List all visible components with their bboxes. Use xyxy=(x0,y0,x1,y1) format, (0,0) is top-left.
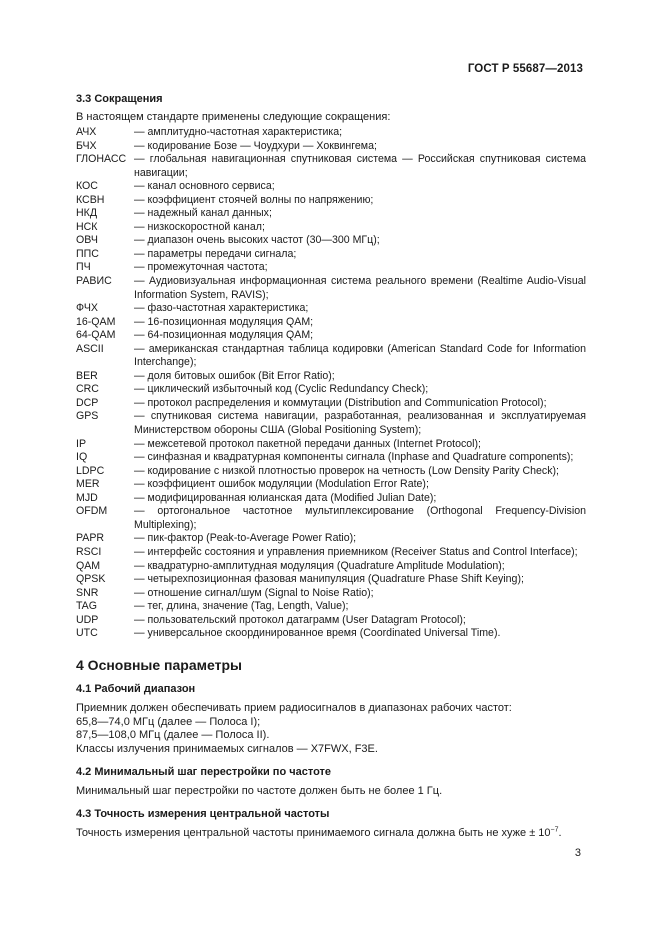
section-3-3-intro: В настоящем стандарте применены следующие сокращения: xyxy=(76,111,391,123)
abbreviation-definition: — спутниковая система навигации, разработанная, реализованная и эксплуатируемая Министерством обороны США (Global Positioning System); xyxy=(134,410,586,437)
abbreviation-row xyxy=(76,248,586,262)
abbreviation-row xyxy=(76,397,586,411)
abbreviation-definition: — модифицированная юлианская дата (Modified Julian Date); xyxy=(134,491,437,504)
abbreviation-row xyxy=(76,438,586,452)
abbreviation-row xyxy=(76,302,586,316)
abbreviation-term: QAM xyxy=(76,559,101,572)
abbreviation-term: КОС xyxy=(76,180,98,193)
abbreviation-term: CRC xyxy=(76,383,99,396)
abbreviation-row xyxy=(76,410,586,437)
abbreviation-row xyxy=(76,465,586,479)
abbreviation-definition: — тег, длина, значение (Tag, Length, Value); xyxy=(134,600,349,613)
section-4-3-exponent: −7 xyxy=(550,826,559,834)
abbreviation-row xyxy=(76,207,586,221)
abbreviation-row xyxy=(76,627,586,641)
abbreviation-row xyxy=(76,370,586,384)
abbreviation-term: АЧХ xyxy=(76,126,97,138)
section-4-heading: 4 Основные параметры xyxy=(76,657,242,673)
abbreviation-row xyxy=(76,316,586,330)
abbreviation-term: ПЧ xyxy=(76,261,91,274)
abbreviation-term: LDPC xyxy=(76,464,105,477)
abbreviation-term: ФЧХ xyxy=(76,302,98,315)
abbreviation-definition: — пользовательский протокол датаграмм (User Datagram Protocol); xyxy=(134,613,466,626)
abbreviation-term: OFDM xyxy=(76,505,108,518)
abbreviation-definition: — глобальная навигационная спутниковая система — Российская спутниковая система навигации; xyxy=(134,153,586,179)
section-4-3-text: Точность измерения центральной частоты принимаемого сигнала должна быть не хуже ± 10 xyxy=(76,827,551,839)
section-4-1-line-1: Приемник должен обеспечивать прием радиосигналов в диапазонах рабочих частот: xyxy=(76,702,512,714)
abbreviation-term: UDP xyxy=(76,613,99,626)
abbreviation-definition: — параметры передачи сигнала; xyxy=(134,247,297,260)
abbreviation-term: ОВЧ xyxy=(76,234,98,247)
abbreviation-row xyxy=(76,275,586,302)
abbreviation-definition: — межсетевой протокол пакетной передачи данных (Internet Protocol); xyxy=(134,437,481,450)
abbreviation-term: MER xyxy=(76,478,100,491)
abbreviation-definition: — диапазон очень высоких частот (30—300 МГц); xyxy=(134,234,380,247)
abbreviation-row xyxy=(76,614,586,628)
abbreviation-term: РАВИС xyxy=(76,275,112,288)
abbreviation-term: BER xyxy=(76,369,98,382)
abbreviation-row xyxy=(76,261,586,275)
abbreviation-term: DCP xyxy=(76,396,99,409)
abbreviation-row xyxy=(76,587,586,601)
abbreviation-row xyxy=(76,126,586,140)
abbreviation-definition: — интерфейс состояния и управления приемником (Receiver Status and Control Interface); xyxy=(134,545,578,558)
page-number: 3 xyxy=(574,847,581,859)
section-4-2-heading: 4.2 Минимальный шаг перестройки по частоте xyxy=(76,766,332,778)
abbreviation-term: MJD xyxy=(76,491,98,504)
abbreviation-definition: — низкоскоростной канал; xyxy=(134,220,265,233)
abbreviation-term: НСК xyxy=(76,220,98,233)
abbreviation-definition: — промежуточная частота; xyxy=(134,261,268,274)
abbreviation-row xyxy=(76,560,586,574)
abbreviation-row xyxy=(76,383,586,397)
abbreviation-list xyxy=(76,126,586,641)
abbreviation-row xyxy=(76,329,586,343)
abbreviation-term: КСВН xyxy=(76,193,105,206)
abbreviation-row xyxy=(76,505,586,532)
section-4-2-text: Минимальный шаг перестройки по частоте должен быть не более 1 Гц. xyxy=(76,785,443,797)
abbreviation-row xyxy=(76,234,586,248)
abbreviation-term: ППС xyxy=(76,247,99,260)
abbreviation-definition: — коэффициент ошибок модуляции (Modulation Error Rate); xyxy=(134,478,429,491)
abbreviation-definition: — амплитудно-частотная характеристика; xyxy=(134,126,343,138)
abbreviation-definition: — четырехпозиционная фазовая манипуляция (Quadrature Phase Shift Keying); xyxy=(134,573,524,586)
abbreviation-row xyxy=(76,600,586,614)
abbreviation-definition: — кодирование Бозе — Чоудхури — Хоквингема; xyxy=(134,139,377,152)
section-4-1-line-3: 87,5—108,0 МГц (далее — Полоса II). xyxy=(76,729,270,741)
abbreviation-row xyxy=(76,492,586,506)
abbreviation-term: 16-QAM xyxy=(76,315,116,328)
abbreviation-definition: — 16-позиционная модуляция QAM; xyxy=(134,315,314,328)
abbreviation-definition: — циклический избыточный код (Cyclic Redundancy Check); xyxy=(134,383,429,396)
abbreviation-definition: — коэффициент стоячей волны по напряжению; xyxy=(134,193,374,206)
abbreviation-row xyxy=(76,153,586,180)
abbreviation-definition: — фазо-частотная характеристика; xyxy=(134,302,309,315)
abbreviation-definition: — отношение сигнал/шум (Signal to Noise Ratio); xyxy=(134,586,374,599)
abbreviation-definition: — квадратурно-амплитудная модуляция (Quadrature Amplitude Modulation); xyxy=(134,559,505,572)
abbreviation-term: TAG xyxy=(76,600,97,613)
abbreviation-row xyxy=(76,194,586,208)
section-4-1-line-4: Классы излучения принимаемых сигналов — X7FWX, F3E. xyxy=(76,742,378,755)
abbreviation-row xyxy=(76,546,586,560)
section-4-3-text-end: . xyxy=(558,827,562,839)
abbreviation-row xyxy=(76,478,586,492)
abbreviation-definition: — протокол распределения и коммутации (Distribution and Communication Protocol); xyxy=(134,396,547,409)
section-4-1-line-2: 65,8—74,0 МГц (далее — Полоса I); xyxy=(76,715,261,728)
abbreviation-row xyxy=(76,451,586,465)
abbreviation-term: БЧХ xyxy=(76,139,97,152)
abbreviation-definition: — кодирование с низкой плотностью проверок на четность (Low Density Parity Check); xyxy=(134,464,559,477)
abbreviation-row xyxy=(76,221,586,235)
abbreviation-definition: — синфазная и квадратурная компоненты сигнала (Inphase and Quadrature components); xyxy=(134,451,574,464)
abbreviation-term: 64-QAM xyxy=(76,329,116,342)
abbreviation-term: GPS xyxy=(76,410,99,423)
abbreviation-definition: — ортогональное частотное мультиплексирование (Orthogonal Frequency-Division Multiplexing); xyxy=(134,505,586,531)
section-4-3-heading: 4.3 Точность измерения центральной частоты xyxy=(76,808,330,820)
abbreviation-definition: — надежный канал данных; xyxy=(134,207,272,220)
abbreviation-term: ASCII xyxy=(76,342,104,355)
section-3-3-heading: 3.3 Сокращения xyxy=(76,93,163,105)
abbreviation-term: IQ xyxy=(76,451,88,464)
document-code: ГОСТ Р 55687—2013 xyxy=(467,63,583,75)
abbreviation-term: PAPR xyxy=(76,532,105,545)
abbreviation-term: IP xyxy=(76,437,87,450)
abbreviation-definition: — Аудиовизуальная информационная система реального времени (Realtime Audio-Visual Information System, RAVIS); xyxy=(134,275,586,301)
abbreviation-term: НКД xyxy=(76,207,97,220)
abbreviation-row xyxy=(76,532,586,546)
section-4-1-heading: 4.1 Рабочий диапазон xyxy=(76,683,196,695)
abbreviation-definition: — доля битовых ошибок (Bit Error Ratio); xyxy=(134,369,335,382)
abbreviation-row xyxy=(76,140,586,154)
abbreviation-term: QPSK xyxy=(76,573,106,586)
abbreviation-definition: — пик-фактор (Peak-to-Average Power Ratio); xyxy=(134,532,357,545)
abbreviation-row xyxy=(76,573,586,587)
abbreviation-term: SNR xyxy=(76,586,99,599)
abbreviation-definition: — универсальное скоординированное время (Coordinated Universal Time). xyxy=(134,627,501,640)
abbreviation-definition: — 64-позиционная модуляция QAM; xyxy=(134,329,314,342)
abbreviation-term: ГЛОНАСС xyxy=(76,153,127,166)
abbreviation-term: RSCI xyxy=(76,545,102,558)
abbreviation-row xyxy=(76,343,586,370)
abbreviation-definition: — американская стандартная таблица кодировки (American Standard Code for Information Interchange); xyxy=(134,342,586,369)
section-4-3-paragraph xyxy=(76,827,562,841)
abbreviation-term: UTC xyxy=(76,627,98,640)
abbreviation-definition: — канал основного сервиса; xyxy=(134,180,275,193)
abbreviation-row xyxy=(76,180,586,194)
